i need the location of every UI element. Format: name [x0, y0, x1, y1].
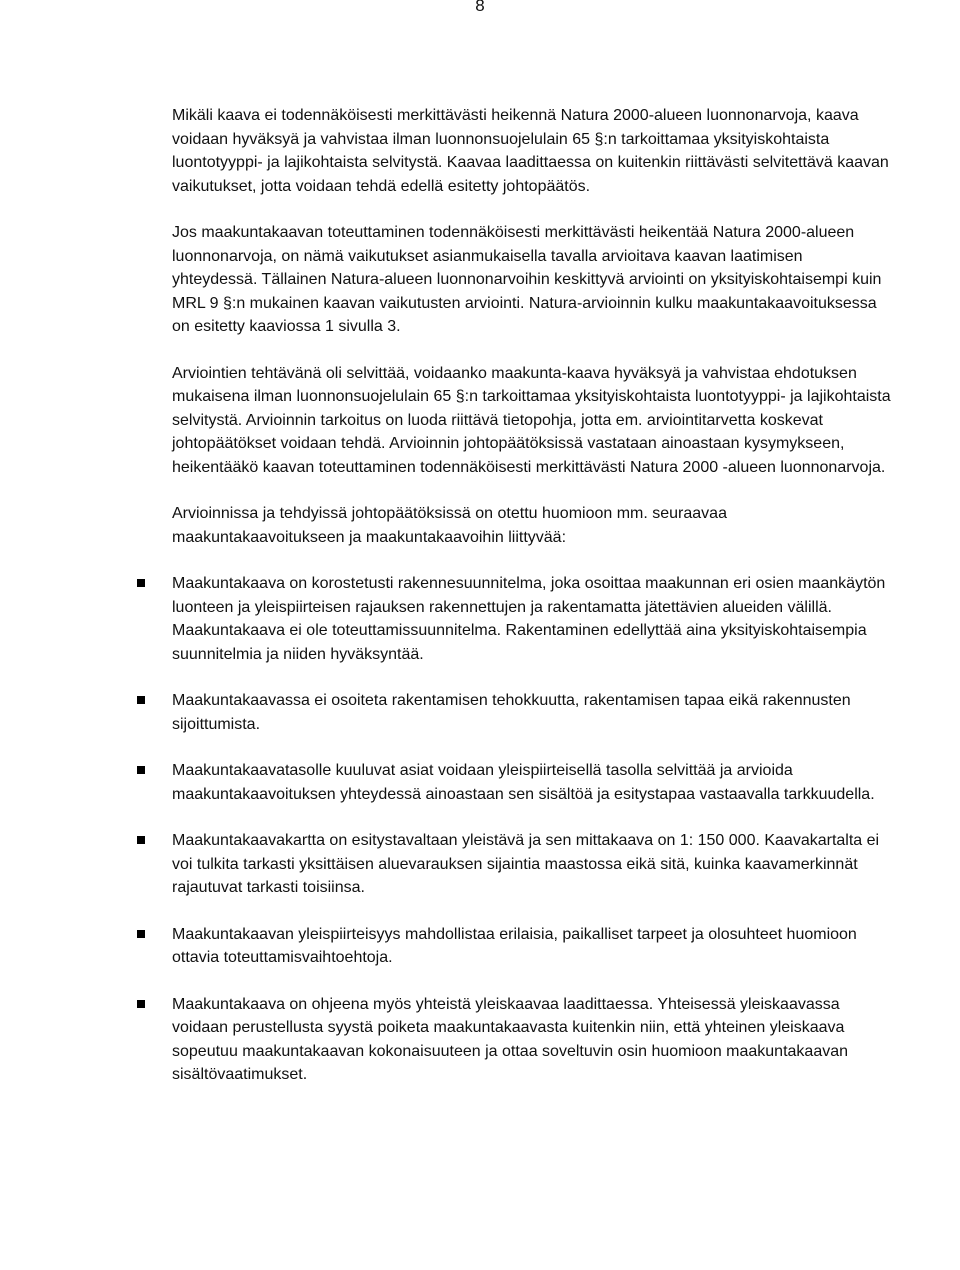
paragraph-assessment-purpose: Arviointien tehtävänä oli selvittää, voidaanko maakunta-kaava hyväksyä ja vahvistaa ehdotuksen mukaisena ilman luonnonsuojelulain 65 §:n tarkoittamaa yksityiskohtaista luontotyyppi- ja lajikohtaista selvitystä. Arvioinnin tarkoitus on luoda riittävä tietopohja, jotta em. arviointitarvetta koskevat johtopäätökset voidaan tehdä. Arvioinnin johtopäätöksissä vastataan ainoastaan kysymykseen, heikentääkö kaavan toteuttaminen todennäköisesti merkittävästi Natura 2000 -alueen luonnonarvoja.	[172, 364, 891, 476]
square-bullet-icon	[137, 836, 145, 844]
list-item	[172, 759, 892, 806]
list-item-text: Maakuntakaavassa ei osoiteta rakentamisen tehokkuutta, rakentamisen tapaa eikä rakennusten sijoittumista.	[172, 692, 851, 733]
square-bullet-icon	[137, 930, 145, 938]
square-bullet-icon	[137, 579, 145, 587]
paragraph-considerations-intro: Arvioinnissa ja tehdyissä johtopäätöksissä on otettu huomioon mm. seuraavaa maakuntakaavoitukseen ja maakuntakaavoihin liittyvää:	[172, 505, 727, 546]
square-bullet-icon	[137, 1000, 145, 1008]
paragraph-natura-no-impact: Mikäli kaava ei todennäköisesti merkittävästi heikennä Natura 2000-alueen luonnonarvoja, kaava voidaan hyväksyä ja vahvistaa ilman luonnonsuojelulain 65 §:n tarkoittamaa yksityiskohtaista luontotyyppi- ja lajikohtaista selvitystä. Kaavaa laadittaessa on kuitenkin riittävästi selvitettävä kaavan vaikutukset, jotta voidaan tehdä edellä esitetty johtopäätös.	[172, 107, 889, 195]
square-bullet-icon	[137, 766, 145, 774]
document-body	[172, 104, 892, 1110]
paragraph-natura-assessment: Jos maakuntakaavan toteuttaminen todennäköisesti merkittävästi heikentää Natura 2000-alueen luonnonarvoja, on nämä vaikutukset asianmukaisella tavalla arvioitava kaavan laatimisen yhteydessä. Tällainen Natura-alueen luonnonarvoihin keskittyvä arviointi on yksityiskohtaisempi kuin MRL 9 §:n mukainen kaavan vaikutusten arviointi. Natura-arvioinnin kulku maakuntakaavoituksessa on esitetty kaaviossa 1 sivulla 3.	[172, 224, 882, 335]
square-bullet-icon	[137, 696, 145, 704]
list-item-text: Maakuntakaavan yleispiirteisyys mahdollistaa erilaisia, paikalliset tarpeet ja olosuhteet huomioon ottavia toteuttamisvaihtoehtoja.	[172, 925, 857, 966]
list-item-text: Maakuntakaava on korostetusti rakennesuunnitelma, joka osoittaa maakunnan eri osien maankäytön luonteen ja yleispiirteisen rajauksen rakennettujen ja rakentamatta jätettävien alueiden välillä. Maakuntakaava ei ole toteuttamissuunnitelma. Rakentaminen edellyttää aina yksityiskohtaisempia suunnitelmia ja niiden hyväksyntää.	[172, 575, 886, 663]
list-item	[172, 572, 892, 666]
list-item-text: Maakuntakaava on ohjeena myös yhteistä yleiskaavaa laadittaessa. Yhteisessä yleiskaavassa voidaan perustellusta syystä poiketa maakuntakaavasta kuitenkin niin, että yhteinen yleiskaava sopeutuu maakuntakaavan kokonaisuuteen ja ottaa soveltuvin osin huomioon maakuntakaavan sisältövaatimukset.	[172, 995, 849, 1083]
considerations-list	[172, 572, 892, 1087]
list-item	[172, 829, 892, 900]
page-number: 8	[475, 0, 485, 15]
list-item-text: Maakuntakaavakartta on esitystavaltaan yleistävä ja sen mittakaava on 1: 150 000. Kaavakartalta ei voi tulkita tarkasti yksittäisen aluevarauksen sijaintia maastossa eikä sitä, kuinka kaavamerkinnät rajautuvat tarkasti toisiinsa.	[172, 832, 880, 896]
list-item	[172, 923, 892, 970]
list-item	[172, 993, 892, 1087]
list-item-text: Maakuntakaavatasolle kuuluvat asiat voidaan yleispiirteisellä tasolla selvittää ja arvioida maakuntakaavoituksen yhteydessä ainoastaan sen sisältöä ja esitystapaa vastaavalla tarkkuudella.	[172, 762, 875, 803]
list-item	[172, 689, 892, 736]
